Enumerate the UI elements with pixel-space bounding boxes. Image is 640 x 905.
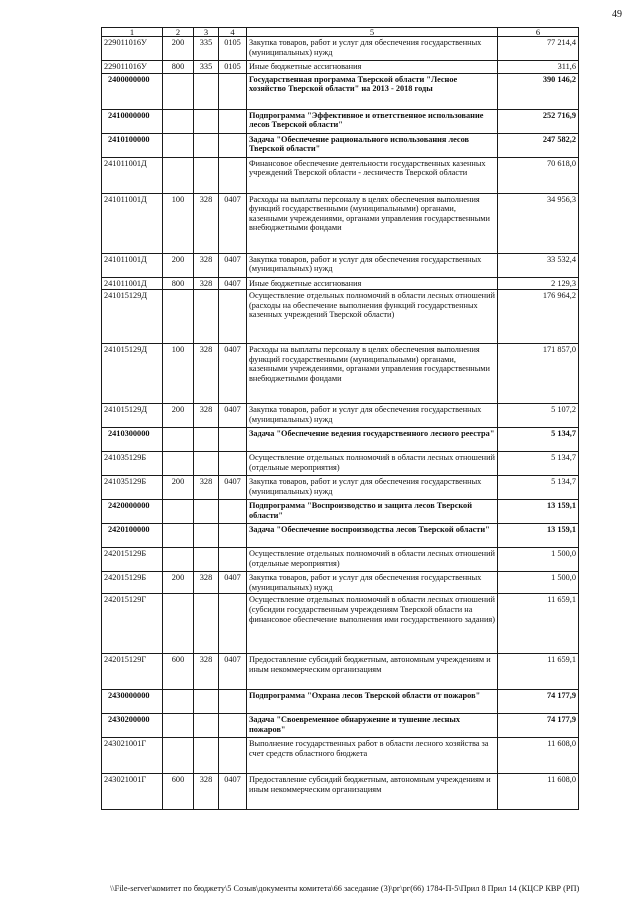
item-name-cell: Подпрограмма "Эффективное и ответственное использование лесов Тверской области" bbox=[247, 109, 498, 133]
agency-code-cell: 335 bbox=[194, 37, 219, 61]
target-code-cell: 241015129Д bbox=[102, 344, 163, 404]
item-name-cell: Закупка товаров, работ и услуг для обеспечения государственных (муниципальных) нужд bbox=[247, 37, 498, 61]
table-row bbox=[102, 157, 579, 193]
item-name-cell: Осуществление отдельных полномочий в области лесных отношений (отдельные мероприятия) bbox=[247, 452, 498, 476]
item-name-cell: Закупка товаров, работ и услуг для обеспечения государственных (муниципальных) нужд bbox=[247, 404, 498, 428]
table-row bbox=[102, 654, 579, 690]
item-name-cell: Предоставление субсидий бюджетным, автономным учреждениям и иным некоммерческим организациям bbox=[247, 654, 498, 690]
item-name-cell: Расходы на выплаты персоналу в целях обеспечения выполнения функций государственными (муниципальными) органами, казенными учреждениями, органами управления государственными внебюджетными фондами bbox=[247, 193, 498, 253]
expense-type-cell bbox=[163, 452, 194, 476]
column-header: 3 bbox=[194, 28, 219, 37]
table-row bbox=[102, 109, 579, 133]
amount-cell: 74 177,9 bbox=[498, 714, 579, 738]
target-code-cell: 2420000000 bbox=[102, 500, 163, 524]
expense-type-cell: 200 bbox=[163, 572, 194, 594]
agency-code-cell bbox=[194, 714, 219, 738]
expense-type-cell bbox=[163, 428, 194, 452]
amount-cell: 2 129,3 bbox=[498, 277, 579, 290]
target-code-cell: 2410100000 bbox=[102, 133, 163, 157]
section-code-cell: 0407 bbox=[219, 404, 247, 428]
section-code-cell bbox=[219, 500, 247, 524]
section-code-cell: 0105 bbox=[219, 37, 247, 61]
agency-code-cell bbox=[194, 548, 219, 572]
agency-code-cell bbox=[194, 133, 219, 157]
section-code-cell: 0407 bbox=[219, 476, 247, 500]
amount-cell: 11 659,1 bbox=[498, 594, 579, 654]
expense-type-cell bbox=[163, 290, 194, 344]
agency-code-cell: 335 bbox=[194, 61, 219, 74]
item-name-cell: Осуществление отдельных полномочий в области лесных отношений (расходы на обеспечение выполнения функций государственных казенных учреждений Тверской области) bbox=[247, 290, 498, 344]
agency-code-cell bbox=[194, 738, 219, 774]
agency-code-cell: 328 bbox=[194, 193, 219, 253]
page-number: 49 bbox=[612, 9, 622, 20]
expense-type-cell bbox=[163, 133, 194, 157]
amount-cell: 33 532,4 bbox=[498, 253, 579, 277]
table-row bbox=[102, 714, 579, 738]
target-code-cell: 229011016У bbox=[102, 37, 163, 61]
agency-code-cell bbox=[194, 109, 219, 133]
agency-code-cell: 328 bbox=[194, 344, 219, 404]
item-name-cell: Задача "Обеспечение воспроизводства лесов Тверской области" bbox=[247, 524, 498, 548]
agency-code-cell bbox=[194, 428, 219, 452]
expense-type-cell bbox=[163, 738, 194, 774]
section-code-cell bbox=[219, 428, 247, 452]
section-code-cell: 0407 bbox=[219, 654, 247, 690]
amount-cell: 70 618,0 bbox=[498, 157, 579, 193]
table-row bbox=[102, 572, 579, 594]
amount-cell: 13 159,1 bbox=[498, 524, 579, 548]
target-code-cell: 2420100000 bbox=[102, 524, 163, 548]
expense-type-cell: 100 bbox=[163, 344, 194, 404]
section-code-cell bbox=[219, 133, 247, 157]
amount-cell: 171 857,0 bbox=[498, 344, 579, 404]
table-row bbox=[102, 594, 579, 654]
table-row bbox=[102, 500, 579, 524]
target-code-cell: 241011001Д bbox=[102, 277, 163, 290]
agency-code-cell: 328 bbox=[194, 404, 219, 428]
agency-code-cell: 328 bbox=[194, 572, 219, 594]
target-code-cell: 2430200000 bbox=[102, 714, 163, 738]
expense-type-cell bbox=[163, 157, 194, 193]
table-row bbox=[102, 476, 579, 500]
table-row bbox=[102, 193, 579, 253]
table-row bbox=[102, 548, 579, 572]
amount-cell: 1 500,0 bbox=[498, 548, 579, 572]
item-name-cell: Задача "Обеспечение ведения государственного лесного реестра" bbox=[247, 428, 498, 452]
section-code-cell: 0105 bbox=[219, 61, 247, 74]
expense-type-cell bbox=[163, 594, 194, 654]
table-row bbox=[102, 290, 579, 344]
item-name-cell: Подпрограмма "Охрана лесов Тверской области от пожаров" bbox=[247, 690, 498, 714]
amount-cell: 176 964,2 bbox=[498, 290, 579, 344]
amount-cell: 390 146,2 bbox=[498, 73, 579, 109]
expense-type-cell: 800 bbox=[163, 277, 194, 290]
file-path-footer: \\File-server\комитет по бюджету\5 Созыв\документы комитета\66 заседание (3)\рг\рг(66) 1784-П-5\Прил 8 Прил 14 (КЦСР КВР (РП) bbox=[110, 884, 580, 893]
budget-table bbox=[101, 27, 579, 810]
section-code-cell bbox=[219, 290, 247, 344]
amount-cell: 11 659,1 bbox=[498, 654, 579, 690]
target-code-cell: 241011001Д bbox=[102, 253, 163, 277]
target-code-cell: 243021001Г bbox=[102, 738, 163, 774]
target-code-cell: 242015129Б bbox=[102, 572, 163, 594]
expense-type-cell bbox=[163, 548, 194, 572]
section-code-cell: 0407 bbox=[219, 344, 247, 404]
expense-type-cell: 600 bbox=[163, 654, 194, 690]
item-name-cell: Задача "Обеспечение рационального использования лесов Тверской области" bbox=[247, 133, 498, 157]
table-row bbox=[102, 428, 579, 452]
target-code-cell: 242015129Б bbox=[102, 548, 163, 572]
item-name-cell: Предоставление субсидий бюджетным, автономным учреждениям и иным некоммерческим организациям bbox=[247, 774, 498, 810]
expense-type-cell: 200 bbox=[163, 404, 194, 428]
amount-cell: 5 107,2 bbox=[498, 404, 579, 428]
table-row bbox=[102, 774, 579, 810]
item-name-cell: Задача "Своевременное обнаружение и тушение лесных пожаров" bbox=[247, 714, 498, 738]
amount-cell: 311,6 bbox=[498, 61, 579, 74]
item-name-cell: Выполнение государственных работ в области лесного хозяйства за счет средств областного бюджета bbox=[247, 738, 498, 774]
amount-cell: 247 582,2 bbox=[498, 133, 579, 157]
section-code-cell bbox=[219, 548, 247, 572]
table-row bbox=[102, 690, 579, 714]
section-code-cell bbox=[219, 157, 247, 193]
target-code-cell: 241035129Б bbox=[102, 476, 163, 500]
column-header: 6 bbox=[498, 28, 579, 37]
section-code-cell bbox=[219, 73, 247, 109]
amount-cell: 252 716,9 bbox=[498, 109, 579, 133]
agency-code-cell bbox=[194, 524, 219, 548]
table-row bbox=[102, 253, 579, 277]
table-row bbox=[102, 524, 579, 548]
amount-cell: 11 608,0 bbox=[498, 738, 579, 774]
expense-type-cell: 600 bbox=[163, 774, 194, 810]
table-body bbox=[102, 37, 579, 810]
agency-code-cell bbox=[194, 594, 219, 654]
target-code-cell: 241015129Д bbox=[102, 290, 163, 344]
table-row bbox=[102, 73, 579, 109]
expense-type-cell bbox=[163, 500, 194, 524]
amount-cell: 74 177,9 bbox=[498, 690, 579, 714]
target-code-cell: 241011001Д bbox=[102, 193, 163, 253]
section-code-cell bbox=[219, 594, 247, 654]
amount-cell: 11 608,0 bbox=[498, 774, 579, 810]
target-code-cell: 241011001Д bbox=[102, 157, 163, 193]
amount-cell: 1 500,0 bbox=[498, 572, 579, 594]
target-code-cell: 2430000000 bbox=[102, 690, 163, 714]
target-code-cell: 242015129Г bbox=[102, 594, 163, 654]
expense-type-cell: 200 bbox=[163, 253, 194, 277]
agency-code-cell: 328 bbox=[194, 774, 219, 810]
agency-code-cell bbox=[194, 452, 219, 476]
column-header: 2 bbox=[163, 28, 194, 37]
target-code-cell: 243021001Г bbox=[102, 774, 163, 810]
table-row bbox=[102, 738, 579, 774]
target-code-cell: 2400000000 bbox=[102, 73, 163, 109]
section-code-cell: 0407 bbox=[219, 277, 247, 290]
amount-cell: 5 134,7 bbox=[498, 452, 579, 476]
section-code-cell bbox=[219, 738, 247, 774]
table-row bbox=[102, 344, 579, 404]
section-code-cell: 0407 bbox=[219, 253, 247, 277]
amount-cell: 13 159,1 bbox=[498, 500, 579, 524]
section-code-cell bbox=[219, 452, 247, 476]
agency-code-cell bbox=[194, 290, 219, 344]
section-code-cell bbox=[219, 690, 247, 714]
target-code-cell: 2410000000 bbox=[102, 109, 163, 133]
agency-code-cell: 328 bbox=[194, 476, 219, 500]
agency-code-cell: 328 bbox=[194, 277, 219, 290]
item-name-cell: Закупка товаров, работ и услуг для обеспечения государственных (муниципальных) нужд bbox=[247, 253, 498, 277]
table-row bbox=[102, 133, 579, 157]
column-header: 4 bbox=[219, 28, 247, 37]
item-name-cell: Иные бюджетные ассигнования bbox=[247, 61, 498, 74]
section-code-cell: 0407 bbox=[219, 774, 247, 810]
agency-code-cell: 328 bbox=[194, 654, 219, 690]
expense-type-cell bbox=[163, 690, 194, 714]
amount-cell: 5 134,7 bbox=[498, 476, 579, 500]
item-name-cell: Осуществление отдельных полномочий в области лесных отношений (субсидии государственным учреждениям Тверской области на финансовое обеспечение выполнения ими государственного задания) bbox=[247, 594, 498, 654]
amount-cell: 77 214,4 bbox=[498, 37, 579, 61]
target-code-cell: 241015129Д bbox=[102, 404, 163, 428]
target-code-cell: 2410300000 bbox=[102, 428, 163, 452]
expense-type-cell bbox=[163, 714, 194, 738]
expense-type-cell bbox=[163, 109, 194, 133]
column-header: 5 bbox=[247, 28, 498, 37]
item-name-cell: Осуществление отдельных полномочий в области лесных отношений (отдельные мероприятия) bbox=[247, 548, 498, 572]
section-code-cell: 0407 bbox=[219, 193, 247, 253]
section-code-cell bbox=[219, 524, 247, 548]
expense-type-cell: 100 bbox=[163, 193, 194, 253]
expense-type-cell: 200 bbox=[163, 37, 194, 61]
column-header: 1 bbox=[102, 28, 163, 37]
target-code-cell: 229011016У bbox=[102, 61, 163, 74]
section-code-cell: 0407 bbox=[219, 572, 247, 594]
table-row bbox=[102, 37, 579, 61]
expense-type-cell: 200 bbox=[163, 476, 194, 500]
item-name-cell: Закупка товаров, работ и услуг для обеспечения государственных (муниципальных) нужд bbox=[247, 572, 498, 594]
agency-code-cell bbox=[194, 73, 219, 109]
item-name-cell: Расходы на выплаты персоналу в целях обеспечения выполнения функций государственными (муниципальными) органами, казенными учреждениями, органами управления государственными внебюджетными фондами bbox=[247, 344, 498, 404]
amount-cell: 34 956,3 bbox=[498, 193, 579, 253]
item-name-cell: Государственная программа Тверской области "Лесное хозяйство Тверской области" на 2013 - 2018 годы bbox=[247, 73, 498, 109]
target-code-cell: 241035129Б bbox=[102, 452, 163, 476]
table-header-row bbox=[102, 28, 579, 37]
item-name-cell: Закупка товаров, работ и услуг для обеспечения государственных (муниципальных) нужд bbox=[247, 476, 498, 500]
expense-type-cell bbox=[163, 73, 194, 109]
expense-type-cell bbox=[163, 524, 194, 548]
agency-code-cell bbox=[194, 500, 219, 524]
table-row bbox=[102, 404, 579, 428]
agency-code-cell bbox=[194, 690, 219, 714]
section-code-cell bbox=[219, 109, 247, 133]
table-row bbox=[102, 61, 579, 74]
agency-code-cell: 328 bbox=[194, 253, 219, 277]
table-row bbox=[102, 452, 579, 476]
section-code-cell bbox=[219, 714, 247, 738]
item-name-cell: Иные бюджетные ассигнования bbox=[247, 277, 498, 290]
amount-cell: 5 134,7 bbox=[498, 428, 579, 452]
agency-code-cell bbox=[194, 157, 219, 193]
expense-type-cell: 800 bbox=[163, 61, 194, 74]
table-row bbox=[102, 277, 579, 290]
item-name-cell: Финансовое обеспечение деятельности государственных казенных учреждений Тверской области - лесничеств Тверской области bbox=[247, 157, 498, 193]
item-name-cell: Подпрограмма "Воспроизводство и защита лесов Тверской области" bbox=[247, 500, 498, 524]
target-code-cell: 242015129Г bbox=[102, 654, 163, 690]
